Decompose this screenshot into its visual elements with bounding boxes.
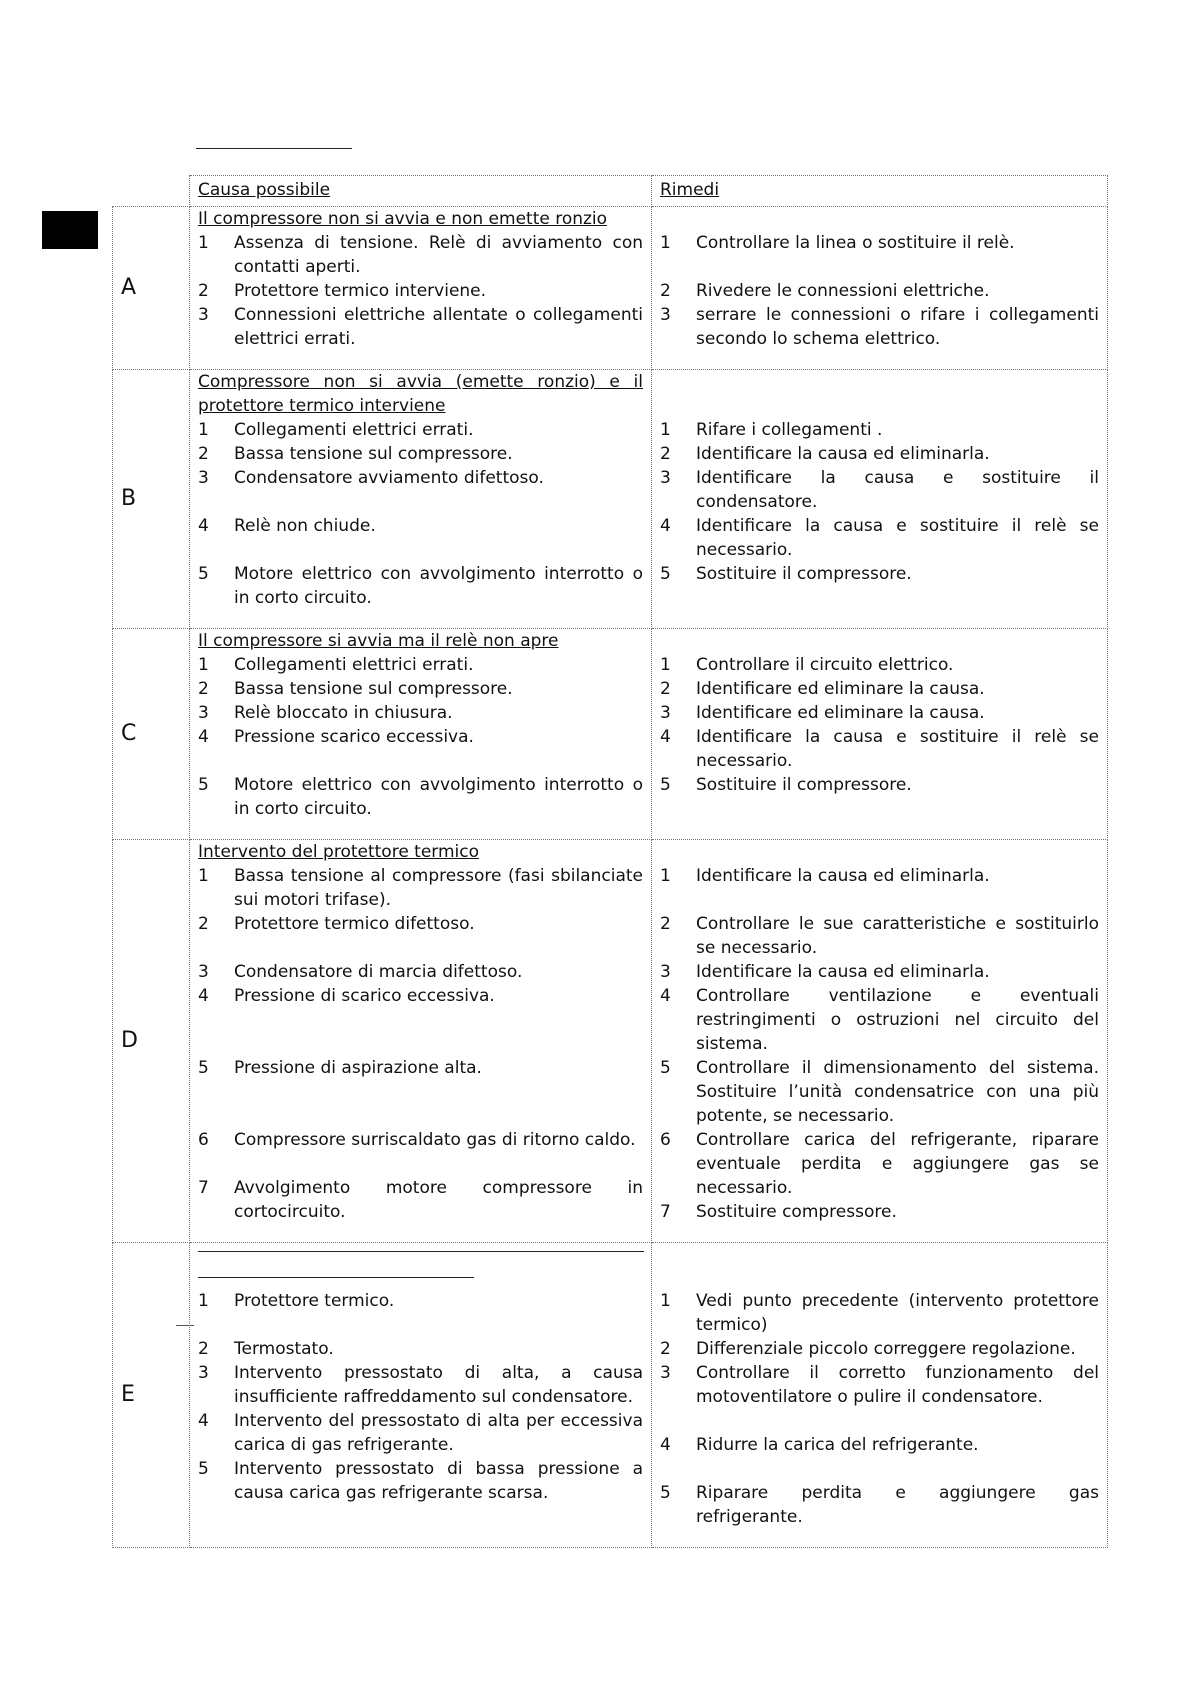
remedy-item <box>660 701 1099 725</box>
item-text: Controllare ventilazione e eventuali restringimenti o ostruzioni nel circuito del sistema. <box>696 986 1099 1054</box>
item-text: Sostituire il compressore. <box>696 564 912 584</box>
section-letter: D <box>113 840 190 1243</box>
cause-item <box>198 864 643 912</box>
item-text: Identificare la causa ed eliminarla. <box>696 962 990 982</box>
item-number: 1 <box>198 1291 209 1311</box>
item-number: 2 <box>660 914 671 934</box>
item-text: Sostituire il compressore. <box>696 775 912 795</box>
cause-item <box>198 701 643 725</box>
item-number: 1 <box>198 233 209 253</box>
cause-item <box>198 1128 643 1152</box>
item-text: Controllare carica del refrigerante, riparare eventuale perdita e aggiungere gas se necessario. <box>696 1130 1099 1198</box>
item-text: Bassa tensione sul compressore. <box>234 444 513 464</box>
item-text: Protettore termico. <box>234 1291 395 1311</box>
item-text: Controllare le sue caratteristiche e sostituirlo se necessario. <box>696 914 1099 958</box>
cause-item <box>198 1289 643 1313</box>
remedy-item <box>660 773 1099 797</box>
item-number: 4 <box>660 516 671 536</box>
remedy-header-label: Rimedi <box>660 180 720 200</box>
item-text: Identificare la causa e sostituire il relè se necessario. <box>696 727 1099 771</box>
item-number: 5 <box>198 1058 209 1078</box>
item-text: Ridurre la carica del refrigerante. <box>696 1435 979 1455</box>
item-number: 1 <box>660 655 671 675</box>
item-text: Relè non chiude. <box>234 516 376 536</box>
item-number: 1 <box>660 866 671 886</box>
item-text: Differenziale piccolo correggere regolazione. <box>696 1339 1076 1359</box>
troubleshooting-table <box>112 175 1108 1548</box>
item-text: Identificare la causa ed eliminarla. <box>696 866 990 886</box>
section-row-c <box>113 629 1108 840</box>
item-text: Intervento pressostato di bassa pressione a causa carica gas refrigerante scarsa. <box>234 1459 643 1503</box>
title-rule <box>198 1277 474 1278</box>
section-title-lines <box>198 1243 643 1289</box>
remedy-item <box>660 442 1099 466</box>
item-text: Identificare la causa ed eliminarla. <box>696 444 990 464</box>
section-letter: C <box>113 629 190 840</box>
item-text: Compressore surriscaldato gas di ritorno caldo. <box>234 1130 636 1150</box>
item-number: 1 <box>660 1291 671 1311</box>
remedy-item <box>660 466 1099 514</box>
item-text: Controllare il circuito elettrico. <box>696 655 954 675</box>
remedy-item <box>660 984 1099 1056</box>
item-number: 1 <box>198 420 209 440</box>
section-title: Il compressore si avvia ma il relè non apre <box>198 631 559 651</box>
item-number: 7 <box>660 1202 671 1222</box>
causes-cell <box>190 1243 652 1548</box>
remedy-item <box>660 653 1099 677</box>
section-row-a <box>113 207 1108 370</box>
remedy-item <box>660 231 1099 255</box>
cause-item <box>198 960 643 984</box>
item-number: 4 <box>660 986 671 1006</box>
item-text: Condensatore avviamento difettoso. <box>234 468 544 488</box>
title-rule <box>198 1251 644 1252</box>
section-letter: E <box>113 1243 190 1548</box>
item-text: Identificare ed eliminare la causa. <box>696 679 985 699</box>
item-number: 2 <box>660 1339 671 1359</box>
cause-item <box>198 1409 643 1457</box>
item-number: 1 <box>660 420 671 440</box>
section-row-e <box>113 1243 1108 1548</box>
cause-item <box>198 984 643 1008</box>
table-header-row <box>113 176 1108 207</box>
section-title: Il compressore non si avvia e non emette ronzio <box>198 209 608 229</box>
remedy-item <box>660 562 1099 586</box>
item-number: 3 <box>198 703 209 723</box>
remedy-header <box>652 176 1108 207</box>
item-number: 3 <box>198 468 209 488</box>
remedy-item <box>660 1128 1099 1200</box>
remedy-item <box>660 1481 1099 1529</box>
item-text: Sostituire compressore. <box>696 1202 897 1222</box>
item-number: 5 <box>198 564 209 584</box>
item-text: Motore elettrico con avvolgimento interrotto o in corto circuito. <box>234 564 643 608</box>
cause-item <box>198 279 643 303</box>
cause-item <box>198 1337 643 1361</box>
remedy-item <box>660 1433 1099 1457</box>
causes-cell <box>190 629 652 840</box>
item-text: Rivedere le connessioni elettriche. <box>696 281 990 301</box>
cause-item <box>198 677 643 701</box>
remedy-item <box>660 1056 1099 1128</box>
item-text: Bassa tensione sul compressore. <box>234 679 513 699</box>
page-tab-marker <box>42 211 98 249</box>
cause-item <box>198 1056 643 1080</box>
cause-item <box>198 466 643 490</box>
item-number: 3 <box>660 962 671 982</box>
cause-item <box>198 773 643 821</box>
remedy-item <box>660 960 1099 984</box>
item-number: 1 <box>198 655 209 675</box>
item-number: 5 <box>660 775 671 795</box>
header-blank-cell <box>113 176 190 207</box>
cause-item <box>198 418 643 442</box>
cause-item <box>198 653 643 677</box>
causes-cell <box>190 207 652 370</box>
item-number: 2 <box>198 914 209 934</box>
cause-item <box>198 514 643 538</box>
cause-header <box>190 176 652 207</box>
item-number: 4 <box>198 1411 209 1431</box>
remedy-item <box>660 677 1099 701</box>
remedy-item <box>660 864 1099 888</box>
item-text: Termostato. <box>234 1339 334 1359</box>
section-row-b <box>113 370 1108 629</box>
item-text: Connessioni elettriche allentate o collegamenti elettrici errati. <box>234 305 643 349</box>
cause-item <box>198 442 643 466</box>
item-number: 5 <box>660 1483 671 1503</box>
remedy-item <box>660 725 1099 773</box>
item-number: 5 <box>660 564 671 584</box>
item-text: Pressione scarico eccessiva. <box>234 727 474 747</box>
item-text: Collegamenti elettrici errati. <box>234 420 474 440</box>
item-number: 3 <box>198 305 209 325</box>
remedies-cell <box>652 840 1108 1243</box>
remedy-item <box>660 514 1099 562</box>
item-text: Protettore termico interviene. <box>234 281 487 301</box>
section-title: Compressore non si avvia (emette ronzio) e il protettore termico interviene <box>198 372 643 416</box>
remedy-item <box>660 1289 1099 1337</box>
item-number: 2 <box>198 1339 209 1359</box>
item-text: Avvolgimento motore compressore in cortocircuito. <box>234 1178 643 1222</box>
cause-item <box>198 303 643 351</box>
item-number: 6 <box>660 1130 671 1150</box>
item-text: Identificare la causa e sostituire il condensatore. <box>696 468 1099 512</box>
item-number: 2 <box>660 281 671 301</box>
item-number: 2 <box>660 444 671 464</box>
cause-header-label: Causa possibile <box>198 180 331 200</box>
section-title: Intervento del protettore termico <box>198 842 480 862</box>
item-text: Protettore termico difettoso. <box>234 914 475 934</box>
item-number: 4 <box>660 1435 671 1455</box>
remedy-item <box>660 1361 1099 1409</box>
item-number: 2 <box>660 679 671 699</box>
item-text: Vedi punto precedente (intervento protettore termico) <box>696 1291 1099 1335</box>
item-number: 1 <box>198 866 209 886</box>
item-number: 3 <box>660 703 671 723</box>
remedy-item <box>660 303 1099 351</box>
item-text: Rifare i collegamenti . <box>696 420 883 440</box>
item-number: 4 <box>198 986 209 1006</box>
item-text: Assenza di tensione. Relè di avviamento con contatti aperti. <box>234 233 643 277</box>
item-text: Relè bloccato in chiusura. <box>234 703 453 723</box>
remedy-item <box>660 279 1099 303</box>
header-rule <box>196 148 352 149</box>
item-number: 5 <box>660 1058 671 1078</box>
item-number: 3 <box>660 305 671 325</box>
cause-item <box>198 725 643 749</box>
item-number: 4 <box>198 516 209 536</box>
remedies-cell <box>652 370 1108 629</box>
item-number: 6 <box>198 1130 209 1150</box>
remedies-cell <box>652 1243 1108 1548</box>
item-text: serrare le connessioni o rifare i collegamenti secondo lo schema elettrico. <box>696 305 1099 349</box>
remedy-item <box>660 912 1099 960</box>
remedy-item <box>660 418 1099 442</box>
item-number: 3 <box>198 962 209 982</box>
cause-item <box>198 1361 643 1409</box>
item-number: 5 <box>198 775 209 795</box>
item-text: Condensatore di marcia difettoso. <box>234 962 523 982</box>
item-text: Intervento del pressostato di alta per eccessiva carica di gas refrigerante. <box>234 1411 643 1455</box>
item-number: 2 <box>198 281 209 301</box>
cause-item <box>198 231 643 279</box>
remedy-item <box>660 1200 1099 1224</box>
item-text: Motore elettrico con avvolgimento interrotto o in corto circuito. <box>234 775 643 819</box>
item-number: 5 <box>198 1459 209 1479</box>
item-text: Riparare perdita e aggiungere gas refrigerante. <box>696 1483 1099 1527</box>
section-letter: A <box>113 207 190 370</box>
item-number: 1 <box>660 233 671 253</box>
cause-item <box>198 562 643 610</box>
causes-cell <box>190 370 652 629</box>
item-text: Collegamenti elettrici errati. <box>234 655 474 675</box>
section-row-d <box>113 840 1108 1243</box>
remedies-cell <box>652 207 1108 370</box>
item-number: 2 <box>198 679 209 699</box>
cause-item <box>198 1176 643 1224</box>
item-number: 3 <box>660 1363 671 1383</box>
item-number: 2 <box>198 444 209 464</box>
remedies-cell <box>652 629 1108 840</box>
item-number: 7 <box>198 1178 209 1198</box>
section-letter: B <box>113 370 190 629</box>
item-text: Intervento pressostato di alta, a causa insufficiente raffreddamento sul condensatore. <box>234 1363 643 1407</box>
item-text: Bassa tensione al compressore (fasi sbilanciate sui motori trifase). <box>234 866 643 910</box>
cause-item <box>198 912 643 936</box>
item-text: Controllare il corretto funzionamento del motoventilatore o pulire il condensatore. <box>696 1363 1099 1407</box>
item-text: Controllare la linea o sostituire il relè. <box>696 233 1015 253</box>
causes-cell <box>190 840 652 1243</box>
item-number: 3 <box>660 468 671 488</box>
cause-item <box>198 1457 643 1505</box>
item-text: Controllare il dimensionamento del sistema. Sostituire l’unità condensatrice con una più potente, se necessario. <box>696 1058 1099 1126</box>
remedy-item <box>660 1337 1099 1361</box>
item-text: Pressione di scarico eccessiva. <box>234 986 495 1006</box>
item-text: Identificare la causa e sostituire il relè se necessario. <box>696 516 1099 560</box>
item-number: 4 <box>660 727 671 747</box>
item-number: 3 <box>198 1363 209 1383</box>
item-text: Identificare ed eliminare la causa. <box>696 703 985 723</box>
item-text: Pressione di aspirazione alta. <box>234 1058 482 1078</box>
item-number: 4 <box>198 727 209 747</box>
